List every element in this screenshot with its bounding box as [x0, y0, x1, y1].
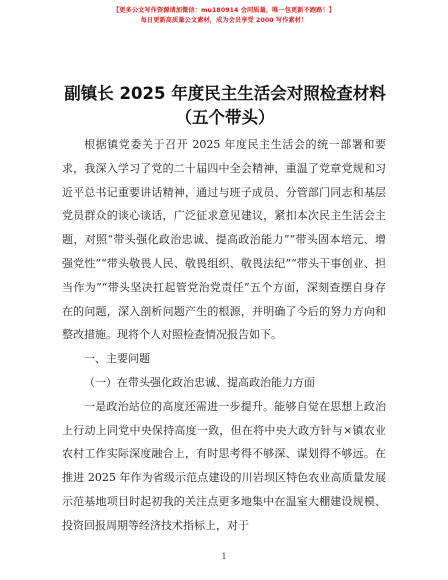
document-title: 副镇长 2025 年度民主生活会对照检查材料（五个带头） — [64, 84, 386, 127]
document-body — [62, 133, 386, 538]
section-heading-main-issues: 一、主要问题 — [84, 352, 150, 366]
page-number: 1 — [221, 552, 227, 561]
body-paragraph-intro: 根据镇党委关于召开 2025 年度民主生活会的统一部署和要求，我深入学习了党的二十届四中全会精神，重温了党章党规和习近平总书记重要讲话精神，通过与班子成员、分管部门同志和基层党员群众的谈心谈话，广泛征求意见建议，紧扣本次民主生活会主题，对照“带头强化政治忠诚、提高政治能力”“带头固本培元、增强党性”“带头敬畏人民、敬畏组织、敬畏法纪”“带头干事创业、担当作为”“带头坚决扛起管党治党责任”五个方面，深刻查摆自身存在的问题，深入剖析问题产生的根源，并明确了今后的努力方向和整改措施。现将个人对照检查情况报告如下。 — [62, 138, 386, 342]
promo-banner-line1: 【更多公文写作资源请加微信：mu180914 会同质量，唯一包更新不跑路！】 — [112, 7, 336, 14]
promo-banner — [0, 6, 448, 26]
subsection-heading-political-loyalty: （一）在带头强化政治忠诚、提高政治能力方面 — [84, 375, 315, 389]
promo-banner-line2: 每日更新高质量公文素材，成为会员享受 2000 写作素材！ — [140, 17, 308, 24]
body-paragraph-political-standing: 一是政治站位的高度还需进一步提升。能够自觉在思想上政治上行动上同党中央保持高度一致，但在将中央大政方针与×镇农业农村工作实际深度融合上，有时思考得不够深、谋划得不够远。在推进 2025 年作为省级示范点建设的川岩坝区特色农业高质量发展示范基地项目时起初我的关注点更多地集中在温室大棚建设规模、投资回报周期等经济技术指标上，对于 — [62, 399, 386, 532]
